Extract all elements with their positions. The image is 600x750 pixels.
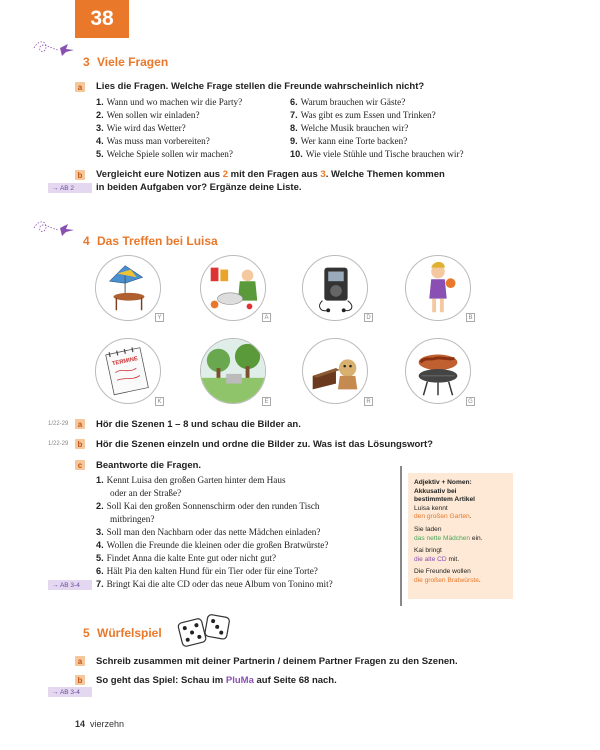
calendar-text: TERMINE xyxy=(111,356,139,368)
picture-umbrella-table xyxy=(95,255,161,321)
questions-4c-list xyxy=(96,474,333,591)
cake-icon xyxy=(303,339,367,403)
picture-letter: K xyxy=(155,397,164,406)
girl-icon xyxy=(406,256,470,320)
questions-right-list xyxy=(290,96,464,161)
task-label-4c: c xyxy=(75,460,85,470)
page-badge xyxy=(75,0,129,38)
list-item: 6. Warum brauchen wir Gäste? xyxy=(290,97,406,107)
task-label-5a: a xyxy=(75,656,85,666)
page-footer xyxy=(75,719,124,729)
dice-icon xyxy=(176,612,232,648)
picture-calendar xyxy=(95,338,161,404)
grammar-divider xyxy=(400,466,402,606)
music-player-icon xyxy=(303,256,367,320)
picture-letter: E xyxy=(262,397,271,406)
grammar-example-2: Sie laden das nette Mädchen ein. xyxy=(414,525,483,542)
task-3b-instruction: Vergleicht eure Notizen aus 2 mit den Fragen aus 3. Welche Themen kommen in beiden Aufgaben vor? Ergänze deine Liste. xyxy=(96,169,445,193)
picture-garden xyxy=(200,338,266,404)
grammar-title-2: Akkusativ bei xyxy=(414,487,457,495)
list-item: 7. Was gibt es zum Essen und Trinken? xyxy=(290,110,436,120)
picture-letter: G xyxy=(466,397,475,406)
section5-number: 5 xyxy=(83,626,90,640)
grammar-example-3: Kai bringt die alte CD mit. xyxy=(414,547,460,563)
list-item: 1. Wann und wo machen wir die Party? xyxy=(96,97,243,107)
task-label-3b: b xyxy=(75,170,85,180)
list-item: 10. Wie viele Stühle und Tische brauchen wir? xyxy=(290,149,464,159)
task-4b-instruction: Hör die Szenen einzeln und ordne die Bilder zu. Was ist das Lösungswort? xyxy=(96,439,433,450)
grammar-example-1: Luisa kennt den großen Garten. xyxy=(414,504,472,521)
list-item: 8. Welche Musik brauchen wir? xyxy=(290,123,409,133)
list-item: 4. Wollen die Freunde die kleinen oder die großen Bratwürste? xyxy=(96,540,329,550)
umbrella-table-icon xyxy=(96,256,160,320)
task-3a-instruction: Lies die Fragen. Welche Frage stellen die Freunde wahrscheinlich nicht? xyxy=(96,81,425,92)
section3-number: 3 xyxy=(83,55,90,69)
workbook-reference[interactable]: → AB 3-4 xyxy=(48,580,92,590)
section4-number: 4 xyxy=(83,234,90,248)
workbook-reference[interactable]: → AB 3-4 xyxy=(48,687,92,697)
section3-title: Viele Fragen xyxy=(97,55,169,69)
page-number: 14 xyxy=(75,719,86,729)
task-label-5b: b xyxy=(75,675,85,685)
page-badge-number: 38 xyxy=(90,7,114,30)
picture-letter: A xyxy=(262,313,271,322)
picture-cooking xyxy=(200,255,266,321)
picture-letter: B xyxy=(466,313,475,322)
bird-swirl-icon xyxy=(32,218,80,240)
picture-letter: Y xyxy=(155,313,164,322)
picture-letter: D xyxy=(364,313,373,322)
bird-swirl-icon xyxy=(32,38,80,60)
list-item: 4. Was muss man vorbereiten? xyxy=(96,136,210,146)
task-label-4a: a xyxy=(75,419,85,429)
picture-letter: R xyxy=(364,397,373,406)
grill-icon xyxy=(406,339,470,403)
list-item: 6. Hält Pia den kalten Hund für ein Tier oder für eine Torte? xyxy=(96,566,318,576)
list-item: 1. Kennt Luisa den großen Garten hinter dem Haus xyxy=(96,475,286,485)
calendar-icon xyxy=(96,339,160,403)
questions-left-list xyxy=(96,96,242,161)
task-4a-instruction: Hör die Szenen 1 – 8 und schau die Bilder an. xyxy=(96,419,301,430)
picture-grill xyxy=(405,338,471,404)
list-item: 2. Wen sollen wir einladen? xyxy=(96,110,200,120)
list-item: 3. Soll man den Nachbarn oder das nette Mädchen einladen? xyxy=(96,527,321,537)
audio-track-4b: 1/22-29 xyxy=(48,441,69,447)
task-5b-instruction: So geht das Spiel: Schau im PluMa auf Seite 68 nach. xyxy=(96,675,337,686)
list-item: 5. Welche Spiele sollen wir machen? xyxy=(96,149,233,159)
grammar-title-1: Adjektiv + Nomen: xyxy=(414,479,472,486)
list-item: 2. Soll Kai den großen Sonnenschirm oder den runden Tisch xyxy=(96,501,320,511)
picture-music-player xyxy=(302,255,368,321)
section5-title: Würfelspiel xyxy=(97,626,162,640)
section4-title: Das Treffen bei Luisa xyxy=(97,234,218,248)
audio-track-4a: 1/22-29 xyxy=(48,421,69,427)
list-item: 9. Wer kann eine Torte backen? xyxy=(290,136,408,146)
task-5a-instruction: Schreib zusammen mit deiner Partnerin / deinem Partner Fragen zu den Szenen. xyxy=(96,656,458,667)
grammar-box xyxy=(408,473,513,599)
workbook-reference[interactable]: → AB 2 xyxy=(48,183,92,193)
task-4c-instruction: Beantworte die Fragen. xyxy=(96,460,202,471)
picture-cake xyxy=(302,338,368,404)
list-item: 7. Bringt Kai die alte CD oder das neue Album von Tonino mit? xyxy=(96,579,333,589)
garden-icon xyxy=(201,339,265,403)
list-item-continued: mitbringen? xyxy=(110,514,155,524)
cooking-icon xyxy=(201,256,265,320)
task-label-4b: b xyxy=(75,439,85,449)
grammar-title-3: bestimmtem Artikel xyxy=(414,496,475,504)
list-item: 5. Findet Anna die kalte Ente gut oder nicht gut? xyxy=(96,553,277,563)
task-label-3a: a xyxy=(75,82,85,92)
list-item: 3. Wie wird das Wetter? xyxy=(96,123,186,133)
grammar-example-4: Die Freunde wollen die großen Bratwürste. xyxy=(414,568,481,584)
page-number-word: vierzehn xyxy=(90,719,125,729)
list-item-continued: oder an der Straße? xyxy=(110,488,182,498)
pluma-link[interactable]: PluMa xyxy=(225,675,254,686)
picture-girl xyxy=(405,255,471,321)
